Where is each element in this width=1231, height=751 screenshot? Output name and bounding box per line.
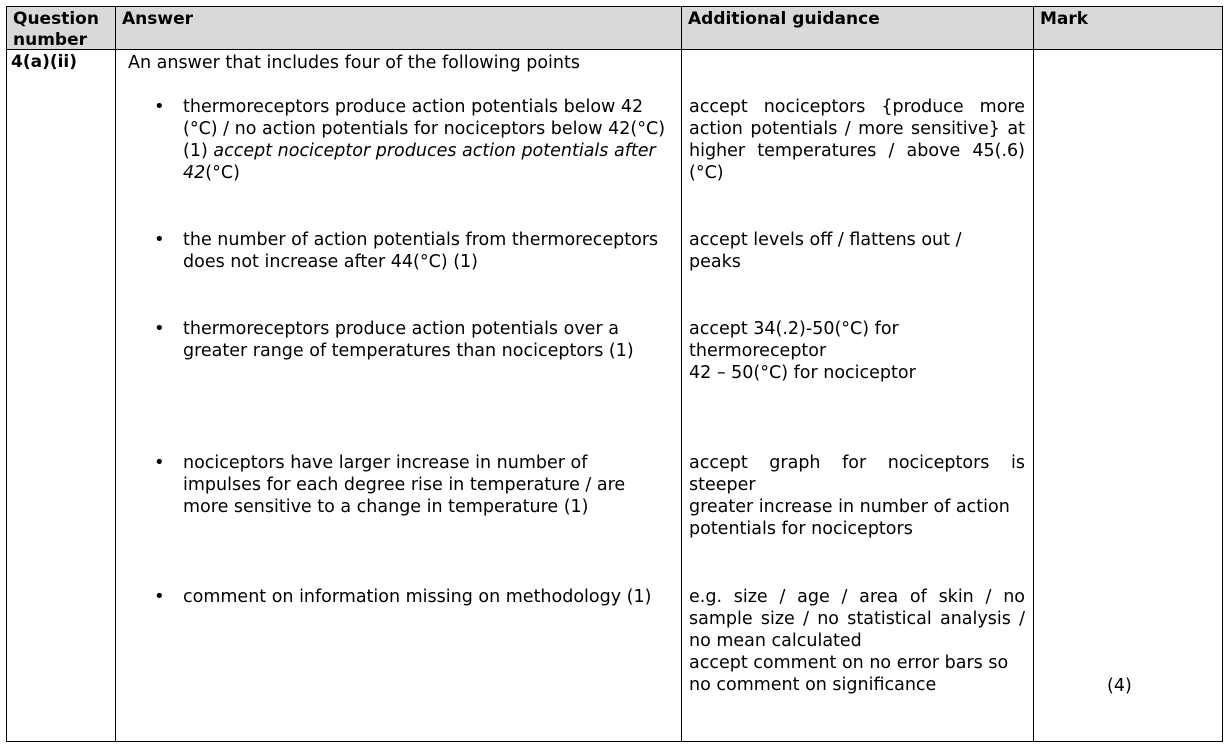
answer-point-5: comment on information missing on methodology (1) <box>183 587 652 607</box>
question-number-cell <box>6 49 116 742</box>
header-question-number <box>6 6 116 50</box>
answer-point-1-tail: (°C) <box>205 163 240 183</box>
guidance-point-3-line-3: 42 – 50(°C) for nociceptor <box>689 363 916 383</box>
guidance-point-4-line-1: accept graph for nociceptors is steeper <box>689 453 1025 495</box>
guidance-point-3 <box>689 318 1025 384</box>
bullet-icon: • <box>154 586 165 607</box>
answer-point-1-text: thermoreceptors produce action potentials below 42 (°C) / no action potentials for nociceptors below 42(°C) (1) <box>183 97 666 161</box>
bullet-icon: • <box>154 452 165 473</box>
mark-cell <box>1033 49 1223 742</box>
mark-value: (4) <box>1107 676 1132 696</box>
guidance-point-4-line-2: greater increase in number of action potentials for nociceptors <box>689 497 1010 539</box>
answer-intro: An answer that includes four of the following points <box>128 53 580 73</box>
guidance-point-5-line-1: e.g. size / age / area of skin / no sample size / no statistical analysis / no mean calculated <box>689 587 1025 651</box>
header-question-number-label: Question number <box>13 9 99 50</box>
header-additional-guidance: Additional guidance <box>681 6 1034 50</box>
answer-point-2: the number of action potentials from thermoreceptors does not increase after 44(°C) (1) <box>183 230 659 272</box>
question-number: 4(a)(ii) <box>11 52 78 72</box>
bullet-icon: • <box>154 229 165 250</box>
guidance-point-1: accept nociceptors {produce more action potentials / more sensitive} at higher temperatures / above 45(.6)(°C) <box>689 97 1025 183</box>
guidance-point-5-line-2: accept comment on no error bars so no comment on significance <box>689 653 1009 695</box>
answer-point-1 <box>183 96 668 184</box>
header-answer: Answer <box>115 6 682 50</box>
header-mark: Mark <box>1033 6 1223 50</box>
bullet-icon: • <box>154 318 165 339</box>
guidance-point-2-line-2: peaks <box>689 252 741 272</box>
guidance-point-2-line-1: accept levels off / flattens out / <box>689 230 962 250</box>
answer-point-1-italic: accept nociceptor produces action potentials after 42 <box>183 141 656 183</box>
guidance-point-3-line-2: thermoreceptor <box>689 341 827 361</box>
guidance-point-4 <box>689 452 1025 540</box>
mark-scheme-table <box>6 6 1223 742</box>
bullet-icon: • <box>154 96 165 117</box>
guidance-point-5 <box>689 586 1025 696</box>
answer-point-4: nociceptors have larger increase in number of impulses for each degree rise in temperature / are more sensitive to a change in temperature (1) <box>183 453 626 517</box>
guidance-point-2 <box>689 229 1025 273</box>
answer-point-3: thermoreceptors produce action potentials over a greater range of temperatures than nociceptors (1) <box>183 319 634 361</box>
guidance-point-3-line-1: accept 34(.2)-50(°C) for <box>689 319 899 339</box>
